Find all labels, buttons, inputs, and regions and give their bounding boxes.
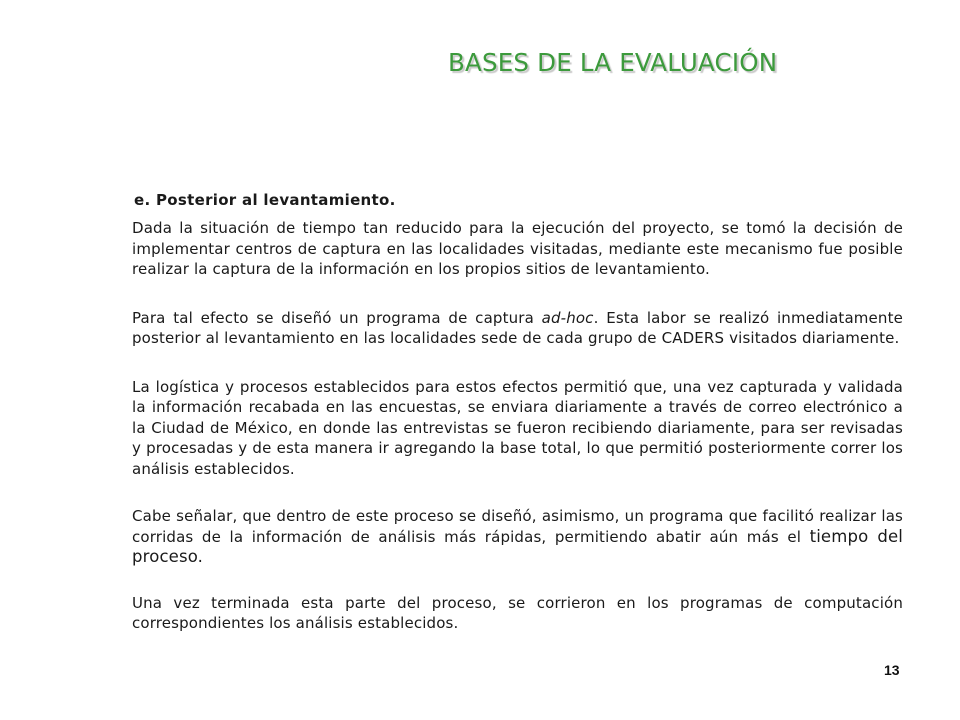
ad-hoc-term: ad-hoc [541,308,594,327]
slide-title: BASES DE LA EVALUACIÓN [448,48,778,77]
paragraph-analysis-program-end: tiempo del proceso. [132,526,903,566]
page-number: 13 [884,662,900,678]
paragraph-capture-program [132,308,903,349]
paragraph-analysis-program-text: Cabe señalar, que dentro de este proceso se diseñó, asimismo, un programa que facilitó realizar las corridas de la información de análisis más rápidas, permitiendo abatir aún más el [132,507,903,546]
paragraph-logistics: La logística y procesos establecidos para estos efectos permitió que, una vez capturada y validada la información recabada en las encuestas, se enviara diariamente a través de correo electrónico a la Ciudad de México, en donde las entrevistas se fueron recibiendo diariamente, para ser revisadas y procesadas y de esta manera ir agregando la base total, lo que permitió posteriormente correr los análisis establecidos. [132,377,903,478]
section-heading: e. Posterior al levantamiento. [134,191,396,209]
paragraph-analysis-program [132,506,903,568]
paragraph-capture-program-end: . Esta labor se realizó inmediatamente posterior al levantamiento en las localidades sede de cada grupo de CADERS visitados diariamente. [132,308,903,347]
paragraph-final-analysis: Una vez terminada esta parte del proceso, se corrieron en los programas de computación correspondientes los análisis establecidos. [132,593,903,632]
slide-body [132,190,903,634]
paragraph-capture-centers: Dada la situación de tiempo tan reducido para la ejecución del proyecto, se tomó la decisión de implementar centros de captura en las localidades visitadas, mediante este mecanismo fue posible realizar la captura de la información en los propios sitios de levantamiento. [132,219,903,278]
paragraph-capture-program-start: Para tal efecto se diseñó un programa de captura [132,308,542,327]
